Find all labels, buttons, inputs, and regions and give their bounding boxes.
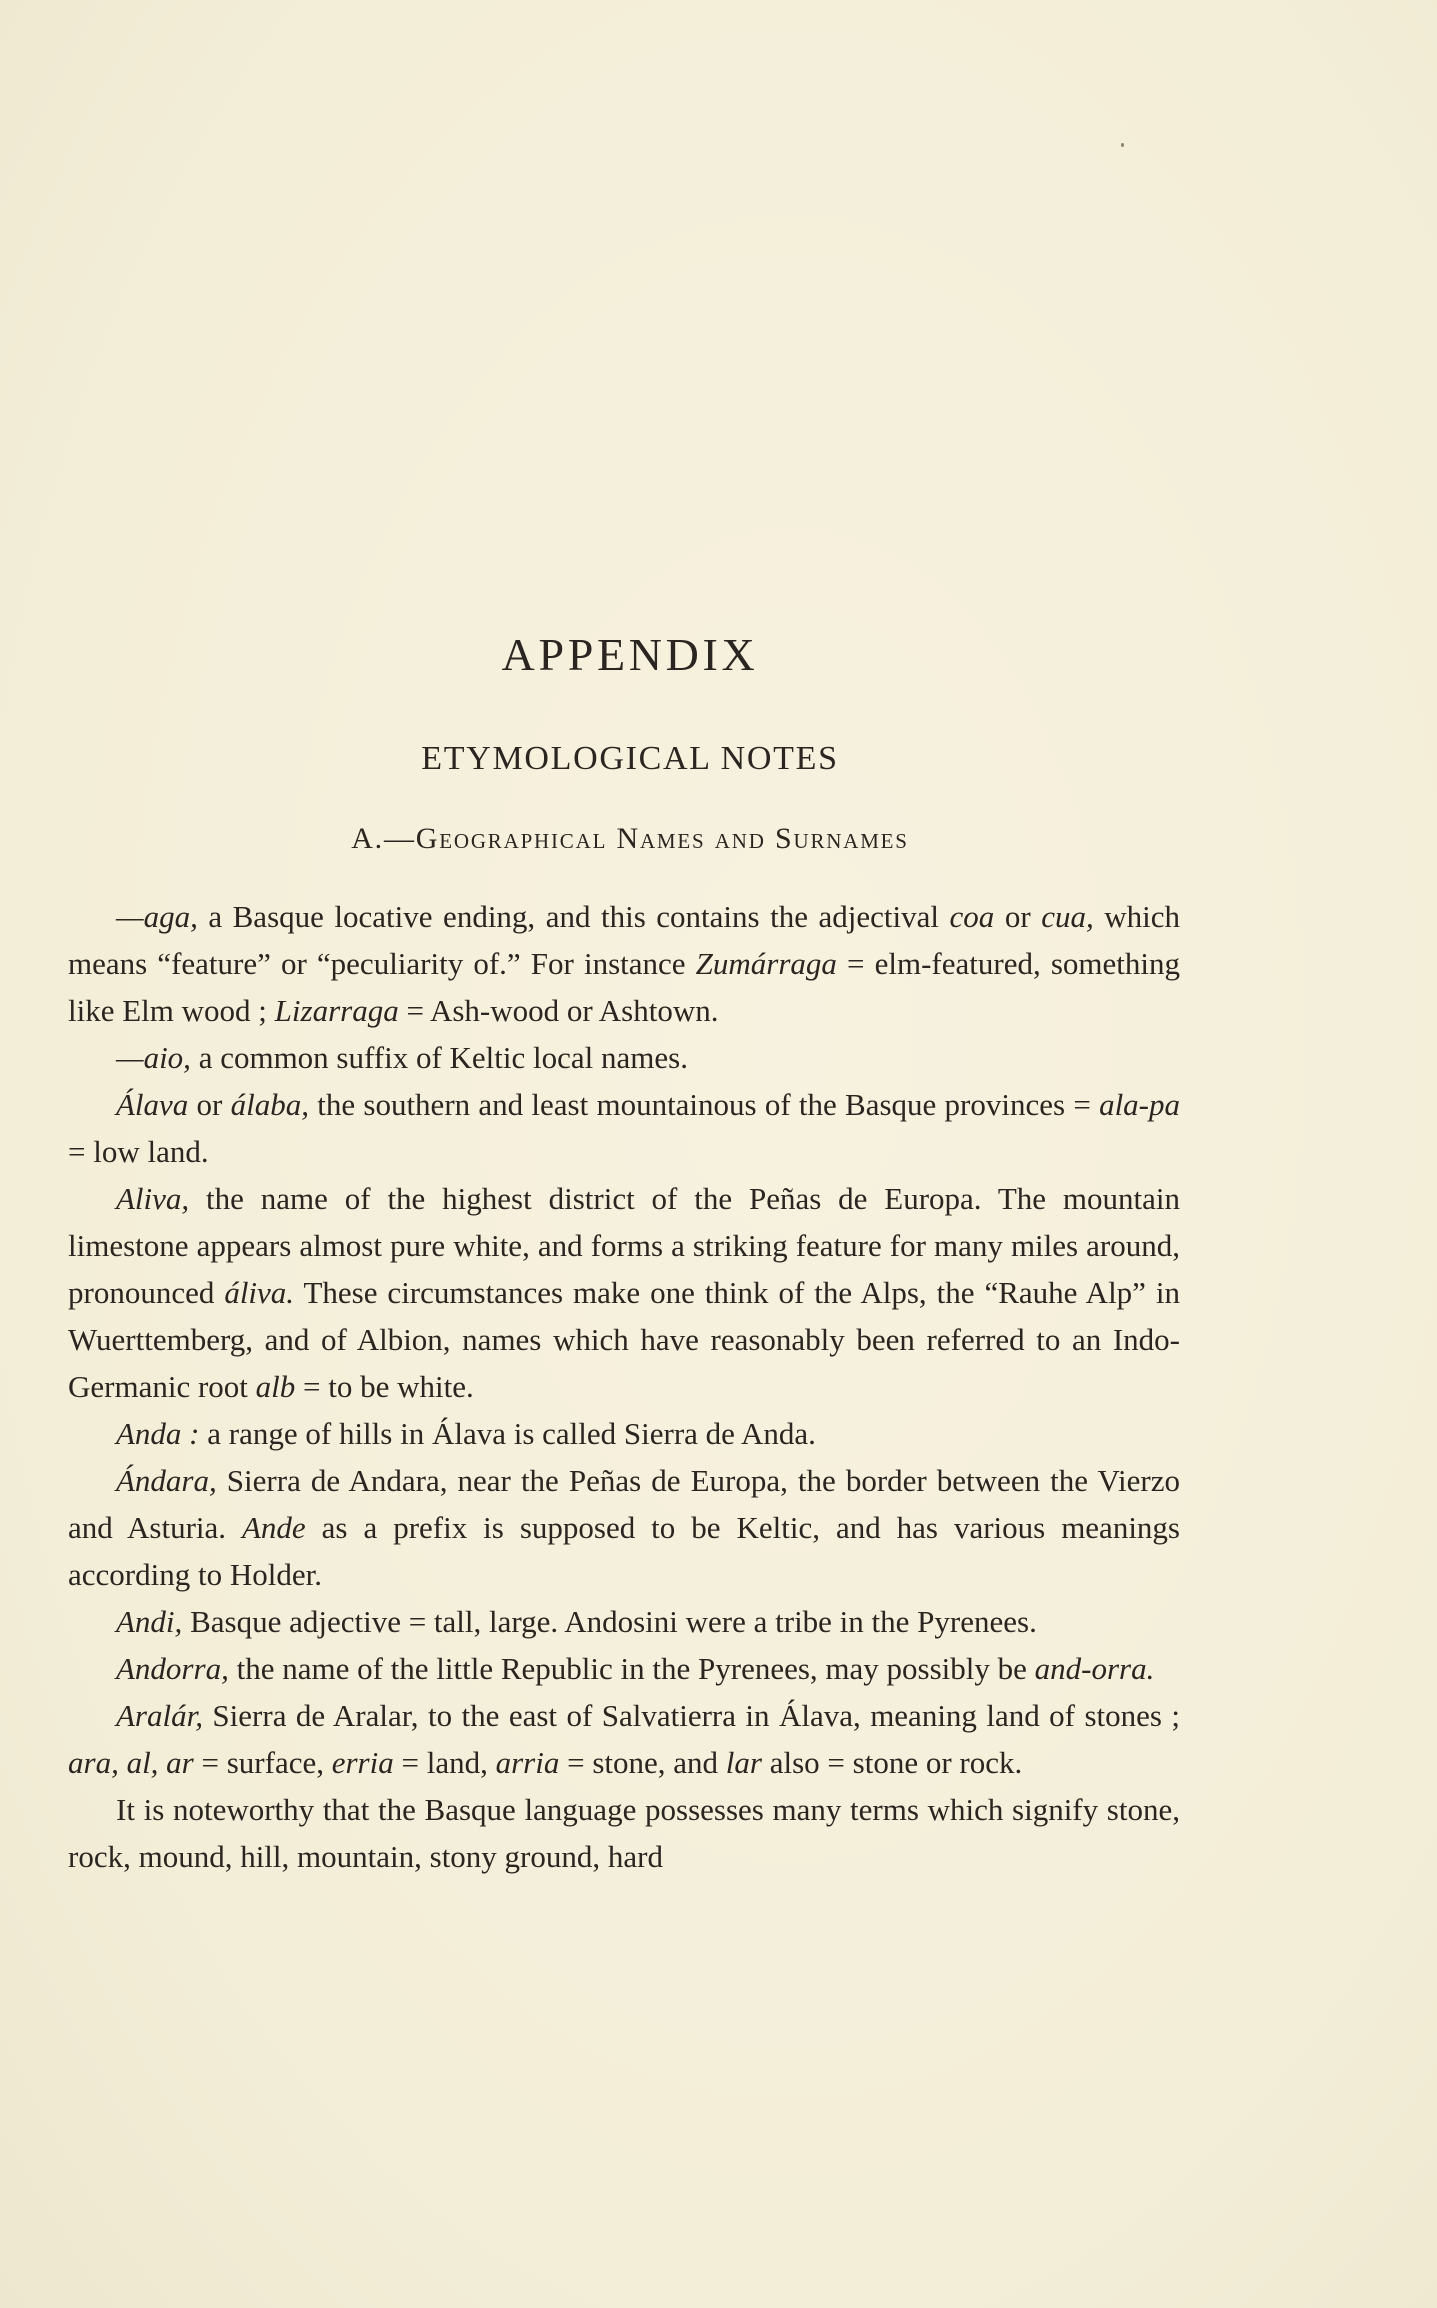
body-text: [68, 893, 1180, 1880]
entry-term: Ándara,: [116, 1463, 217, 1498]
page-speck: [1121, 143, 1124, 147]
entry-term: Aliva,: [116, 1181, 190, 1216]
entry-alava: Álava or álaba, the southern and least mountainous of the Basque provinces = ala-pa = low land.: [68, 1087, 1180, 1169]
entry-term: —aio,: [116, 1040, 191, 1075]
entry-aralar: Aralár, Sierra de Aralar, to the east of Salvatierra in Álava, meaning land of stones ; ara, al, ar = surface, erria = land, arria = stone, and lar also = stone or rock.: [68, 1698, 1180, 1780]
appendix-title: APPENDIX: [501, 629, 759, 680]
entry-aga: —aga, a Basque locative ending, and this contains the adjectival coa or cua, which means “feature” or “peculiarity of.” For instance Zumárraga = elm-featured, something like Elm wood ; Lizarraga = Ash-wood or Ashtown.: [68, 899, 1180, 1028]
entry-aliva: Aliva, the name of the highest district of the Peñas de Europa. The mountain limestone appears almost pure white, and forms a striking feature for many miles around, pronounced áliva. These circumstances make one think of the Alps, the “Rauhe Alp” in Wuerttemberg, and of Albion, names which have reasonably been referred to an Indo-Germanic root alb = to be white.: [68, 1181, 1181, 1404]
entry-andi: Andi, Basque adjective = tall, large. Andosini were a tribe in the Pyrenees.: [116, 1604, 1037, 1639]
entry-term: Álava: [116, 1087, 189, 1122]
subsection-title: A.—Geographical Names and Surnames: [351, 822, 909, 855]
section-title: ETYMOLOGICAL NOTES: [421, 740, 839, 777]
entry-andorra: Andorra, the name of the little Republic in the Pyrenees, may possibly be and-orra.: [116, 1651, 1155, 1686]
entry-term: Andi,: [116, 1604, 183, 1639]
entry-aio: —aio, a common suffix of Keltic local names.: [116, 1040, 688, 1075]
entry-term: Anda :: [116, 1416, 200, 1451]
entry-term: Andorra,: [116, 1651, 229, 1686]
entry-term: —aga,: [116, 899, 198, 934]
paragraph-noteworthy: It is noteworthy that the Basque language possesses many terms which signify stone, rock, mound, hill, mountain, stony ground, hard: [68, 1792, 1180, 1874]
entry-term: Aralár,: [116, 1698, 203, 1733]
entry-andara: Ándara, Sierra de Andara, near the Peñas de Europa, the border between the Vierzo and Asturia. Ande as a prefix is supposed to be Keltic, and has various meanings according to Holder.: [68, 1463, 1180, 1592]
entry-anda: Anda : a range of hills in Álava is called Sierra de Anda.: [116, 1416, 816, 1451]
